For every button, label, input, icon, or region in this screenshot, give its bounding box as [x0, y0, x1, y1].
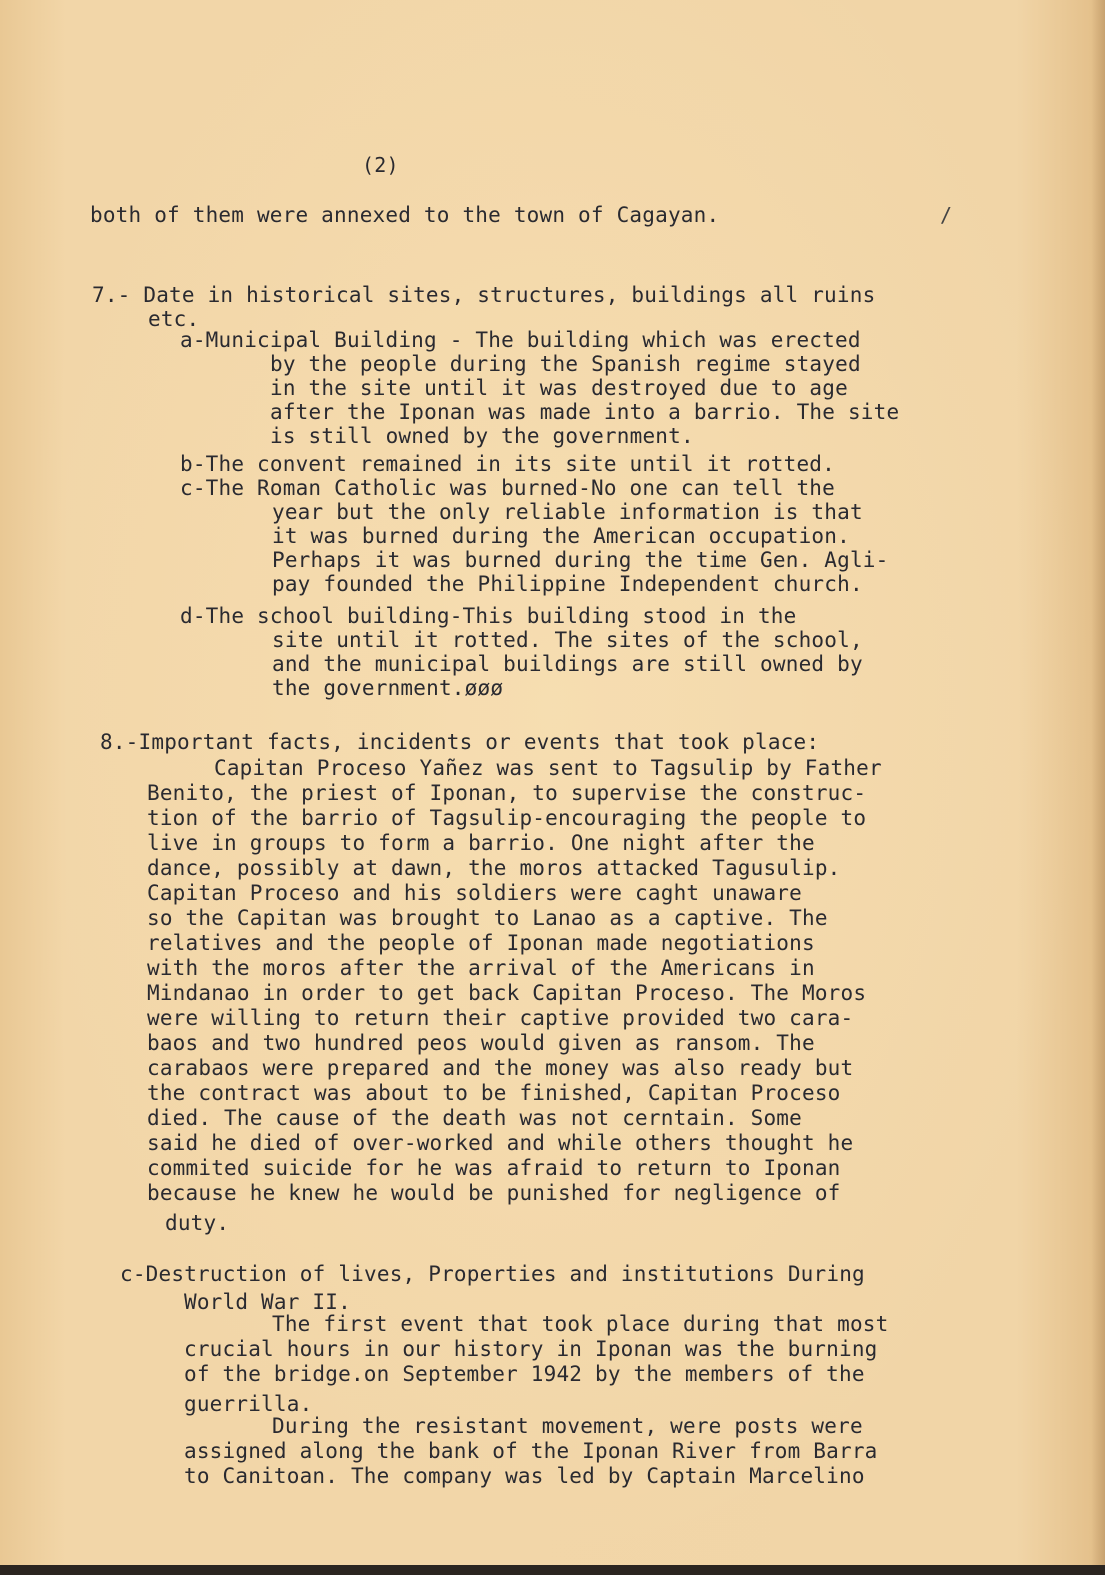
section8-paragraph-line: said he died of over-worked and while others thought he: [147, 1131, 854, 1155]
section8-paragraph-line: were willing to return their captive provided two cara-: [147, 1006, 854, 1030]
section7-item-a-line: a-Municipal Building - The building which was erected: [180, 328, 861, 352]
section8-heading: 8.-Important facts, incidents or events that took place:: [100, 730, 820, 754]
section7-item-a-line: by the people during the Spanish regime stayed: [270, 352, 861, 376]
intro-line: both of them were annexed to the town of Cagayan.: [90, 203, 720, 227]
section8-paragraph-line: with the moros after the arrival of the Americans in: [147, 956, 815, 980]
section8-paragraph-line: Benito, the priest of Iponan, to supervise the construc-: [147, 781, 867, 805]
section-c-para1-line: of the bridge.on September 1942 by the members of the: [184, 1362, 865, 1386]
section-c-para2-line: During the resistant movement, were posts were: [272, 1414, 863, 1438]
section7-item-d-line: site until it rotted. The sites of the school,: [272, 628, 863, 652]
section-c-para1-line: crucial hours in our history in Iponan was the burning: [184, 1337, 878, 1361]
section8-paragraph-line: live in groups to form a barrio. One night after the: [147, 831, 815, 855]
section7-item-a-line: in the site until it was destroyed due to age: [270, 376, 848, 400]
section8-paragraph-line: Capitan Proceso and his soldiers were caght unaware: [147, 881, 802, 905]
section-c-heading-cont: World War II.: [184, 1290, 351, 1314]
section8-paragraph-line: so the Capitan was brought to Lanao as a captive. The: [147, 906, 828, 930]
section8-paragraph-line: Capitan Proceso Yañez was sent to Tagsulip by Father: [214, 756, 882, 780]
section7-item-c-line: it was burned during the American occupation.: [272, 524, 850, 548]
section7-item-c-line: pay founded the Philippine Independent church.: [272, 572, 863, 596]
section7-item-c-line: year but the only reliable information is that: [272, 500, 863, 524]
section7-item-a-line: after the Iponan was made into a barrio. The site: [270, 400, 900, 424]
section7-item-d-line: d-The school building-This building stood in the: [180, 604, 797, 628]
section8-paragraph-line: tion of the barrio of Tagsulip-encouraging the people to: [147, 806, 867, 830]
section-c-para2-line: assigned along the bank of the Iponan River from Barra: [184, 1439, 878, 1463]
section8-paragraph-line: commited suicide for he was afraid to return to Iponan: [147, 1156, 841, 1180]
section7-item-d-line: the government.øøø: [272, 676, 504, 700]
section8-paragraph-line: the contract was about to be finished, Capitan Proceso: [147, 1081, 841, 1105]
section7-item-a-line: is still owned by the government.: [270, 424, 694, 448]
section8-paragraph-line: because he knew he would be punished for negligence of: [147, 1181, 841, 1205]
section8-paragraph-line: baos and two hundred peos would given as ransom. The: [147, 1031, 815, 1055]
section-c-para1-line: guerrilla.: [184, 1392, 313, 1416]
page-number: (2): [362, 153, 399, 177]
tick-mark: /: [940, 203, 953, 227]
page-edge-shadow: [1091, 0, 1105, 1575]
section7-item-c-line: Perhaps it was burned during the time Gen. Agli-: [272, 548, 889, 572]
section-c-para1-line: The first event that took place during that most: [272, 1312, 889, 1336]
section8-paragraph-line: Mindanao in order to get back Capitan Proceso. The Moros: [147, 981, 867, 1005]
section7-heading: 7.- Date in historical sites, structures, buildings all ruins: [92, 283, 876, 307]
page-bottom-border: [0, 1565, 1105, 1575]
section8-paragraph-line: relatives and the people of Iponan made negotiations: [147, 931, 815, 955]
section7-item-c-line: c-The Roman Catholic was burned-No one can tell the: [180, 476, 835, 500]
section8-paragraph-line: carabaos were prepared and the money was also ready but: [147, 1056, 854, 1080]
section-c-para2-line: to Canitoan. The company was led by Captain Marcelino: [184, 1464, 865, 1488]
section7-heading-cont: etc.: [148, 307, 200, 331]
section8-paragraph-line: duty.: [165, 1211, 230, 1235]
section8-paragraph-line: died. The cause of the death was not cerntain. Some: [147, 1106, 802, 1130]
section7-item-b: b-The convent remained in its site until it rotted.: [180, 452, 835, 476]
section7-item-d-line: and the municipal buildings are still owned by: [272, 652, 863, 676]
section8-paragraph-line: dance, possibly at dawn, the moros attacked Tagusulip.: [147, 856, 841, 880]
section-c-heading: c-Destruction of lives, Properties and institutions During: [120, 1262, 865, 1286]
